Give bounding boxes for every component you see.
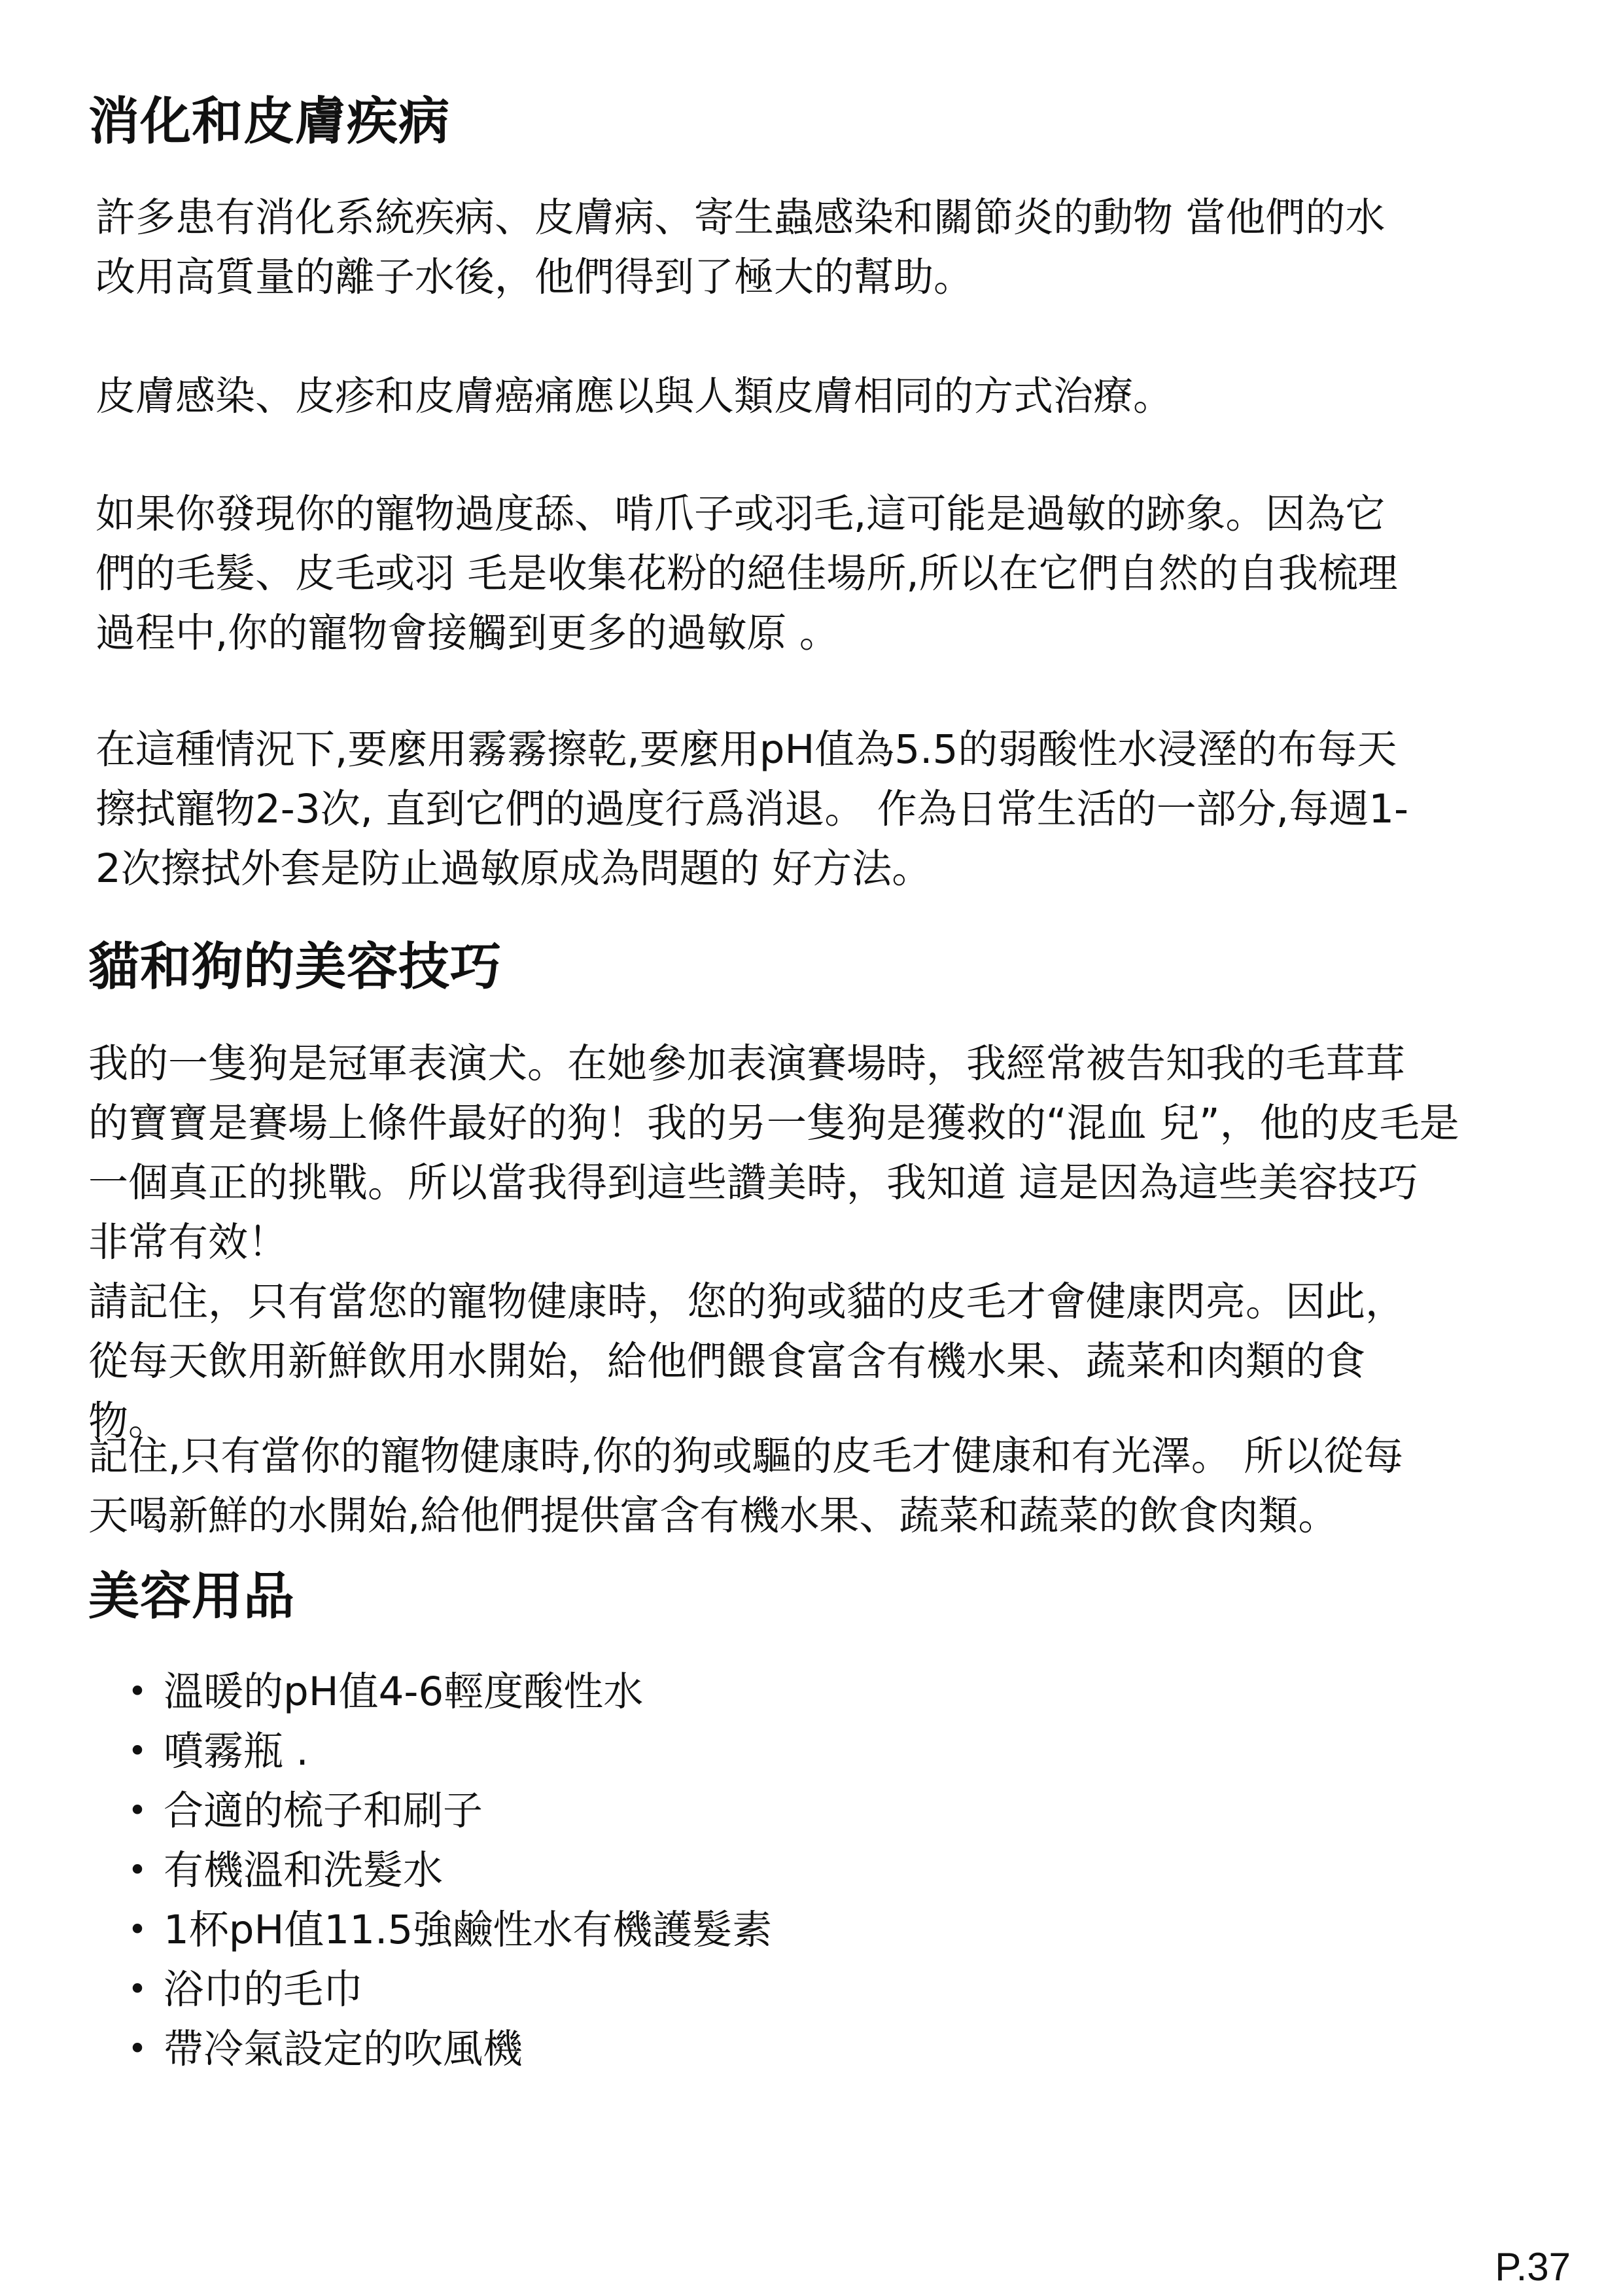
- bullet-icon: •: [128, 1851, 147, 1889]
- paragraph-health-reminder-alt: 記住,只有當你的寵物健康時,你的狗或驅的皮毛才健康和有光澤。 所以從每 天喝新鮮的水開始,給他們提供富含有機水果、蔬菜和蔬菜的飲食肉類。: [88, 1433, 1404, 1539]
- list-item-text: 1杯pH值11.5強鹼性水有機護髮素: [164, 1907, 773, 1953]
- paragraph-allergy-signs: 如果你發現你的寵物過度舔、啃爪子或羽毛,這可能是過敏的跡象。因為它 們的毛髮、皮毛或羽 毛是收集花粉的絕佳場所,所以在它們自然的自我梳理 過程中,你的寵物會接觸到更多的過敏原 。: [96, 491, 1398, 656]
- bullet-icon: •: [128, 1672, 147, 1710]
- supplies-list: [124, 1662, 772, 2079]
- page-number: P.37: [1495, 2245, 1571, 2289]
- list-item: [124, 1960, 772, 2019]
- list-item: [124, 1900, 772, 1960]
- bullet-icon: •: [128, 1792, 147, 1829]
- paragraph-allergy-wipe: 在這種情況下,要麼用霧霧擦乾,要麼用pH值為5.5的弱酸性水浸溼的布每天 擦拭寵物2-3次, 直到它們的過度行爲消退。 作為日常生活的一部分,每週1- 2次擦拭外套是防止過敏原成為問題的 好方法。: [96, 726, 1409, 892]
- bullet-icon: •: [128, 2030, 147, 2068]
- bullet-icon: •: [128, 1970, 147, 2008]
- section-heading-digestive-skin: 消化和皮膚疾病: [88, 92, 451, 151]
- list-item: [124, 2019, 772, 2079]
- bullet-icon: •: [128, 1911, 147, 1949]
- list-item: [124, 1722, 772, 1781]
- list-item-text: 合適的梳子和刷子: [164, 1788, 483, 1834]
- list-item: [124, 1841, 772, 1900]
- paragraph-health-reminder: 請記住，只有當您的寵物健康時，您的狗或貓的皮毛才會健康閃亮。因此， 從每天飲用新鮮飲用水開始，給他們餵食富含有機水果、蔬菜和肉類的食 物。: [88, 1279, 1406, 1444]
- list-item-text: 溫暖的pH值4-6輕度酸性水: [164, 1669, 644, 1715]
- list-item-text: 有機溫和洗髮水: [164, 1847, 444, 1894]
- list-item-text: 浴巾的毛巾: [164, 1966, 364, 2013]
- list-item: [124, 1781, 772, 1841]
- list-item-text: 噴霧瓶 .: [164, 1728, 309, 1775]
- bullet-icon: •: [128, 1732, 147, 1770]
- paragraph-digestive-benefit: 許多患有消化系統疾病、皮膚病、寄生蟲感染和關節炎的動物 當他們的水 改用高質量的離子水後，他們得到了極大的幫助。: [96, 194, 1386, 300]
- list-item: [124, 1662, 772, 1722]
- paragraph-champion-dog: 我的一隻狗是冠軍表演犬。在她參加表演賽場時，我經常被告知我的毛茸茸 的寶寶是賽場上條件最好的狗！我的另一隻狗是獲救的“混血 兒”，他的皮毛是 一個真正的挑戰。所以當我得到這些讚美時，我知道 這是因為這些美容技巧 非常有效！: [88, 1040, 1459, 1265]
- section-heading-grooming-supplies: 美容用品: [88, 1567, 296, 1626]
- list-item-text: 帶冷氣設定的吹風機: [164, 2026, 523, 2072]
- section-heading-grooming-tips: 貓和狗的美容技巧: [88, 938, 502, 997]
- paragraph-skin-treatment: 皮膚感染、皮疹和皮膚癌痛應以與人類皮膚相同的方式治療。: [96, 373, 1174, 419]
